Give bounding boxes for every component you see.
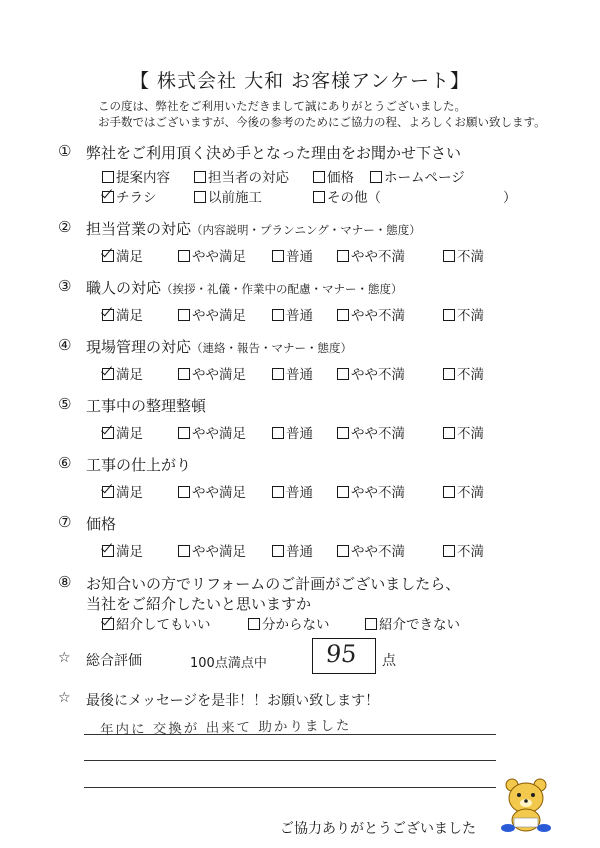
q6-option-satisfied[interactable]: 満足 bbox=[102, 481, 143, 501]
checkbox[interactable] bbox=[102, 171, 114, 183]
q8-option-would-recommend[interactable]: 紹介してもいい bbox=[102, 613, 211, 633]
q4-number: ④ bbox=[58, 336, 72, 354]
intro-line-2: お手数ではございますが、今後の参考のためにご協力の程、よろしくお願い致します。 bbox=[98, 115, 546, 129]
checkbox[interactable] bbox=[443, 486, 455, 498]
q2-option-somewhat-satisfied[interactable]: やや満足 bbox=[178, 245, 246, 265]
q6-number: ⑥ bbox=[58, 454, 72, 472]
q6-text: 工事の仕上がり bbox=[86, 456, 192, 474]
q5-option-dissatisfied[interactable]: 不満 bbox=[443, 422, 484, 442]
checkbox[interactable] bbox=[272, 486, 284, 498]
q1-option-staff[interactable]: 担当者の対応 bbox=[194, 166, 289, 186]
checkbox[interactable] bbox=[365, 618, 377, 630]
q6-option-dissatisfied[interactable]: 不満 bbox=[443, 481, 484, 501]
q1-other-close-paren: ） bbox=[503, 190, 517, 206]
checkbox[interactable] bbox=[337, 545, 349, 557]
q1-text: 弊社をご利用頂く決め手となった理由をお聞かせ下さい bbox=[86, 144, 462, 162]
q6-option-neutral[interactable]: 普通 bbox=[272, 481, 313, 501]
checkmark-icon[interactable] bbox=[102, 618, 114, 630]
q8-option-not-sure[interactable]: 分からない bbox=[248, 613, 330, 633]
checkbox[interactable] bbox=[272, 427, 284, 439]
q3-option-neutral[interactable]: 普通 bbox=[272, 304, 313, 324]
q1-option-other[interactable]: その他（ bbox=[313, 186, 381, 206]
q2-text: 担当営業の対応（内容説明・プランニング・マナー・態度） bbox=[86, 220, 421, 238]
checkmark-icon[interactable] bbox=[102, 191, 114, 203]
q7-option-somewhat-satisfied[interactable]: やや満足 bbox=[178, 540, 246, 560]
q3-option-satisfied[interactable]: 満足 bbox=[102, 304, 143, 324]
q7-text: 価格 bbox=[86, 515, 117, 533]
q8-number: ⑧ bbox=[58, 573, 72, 591]
checkbox[interactable] bbox=[194, 191, 206, 203]
q5-option-somewhat-dissatisfied[interactable]: やや不満 bbox=[337, 422, 405, 442]
q3-number: ③ bbox=[58, 277, 72, 295]
score-value: 95 bbox=[324, 640, 359, 668]
q8-text-line-2: 当社をご紹介したいと思いますか bbox=[86, 595, 312, 613]
checkbox[interactable] bbox=[248, 618, 260, 630]
checkbox[interactable] bbox=[178, 545, 190, 557]
q5-option-neutral[interactable]: 普通 bbox=[272, 422, 313, 442]
q1-option-proposal[interactable]: 提案内容 bbox=[102, 166, 170, 186]
checkbox[interactable] bbox=[337, 368, 349, 380]
q6-option-somewhat-dissatisfied[interactable]: やや不満 bbox=[337, 481, 405, 501]
checkbox[interactable] bbox=[443, 368, 455, 380]
checkbox[interactable] bbox=[272, 545, 284, 557]
q7-option-satisfied[interactable]: 満足 bbox=[102, 540, 143, 560]
page-title: 【 株式会社 大和 お客様アンケート】 bbox=[130, 70, 470, 92]
q8-text-line-1: お知合いの方でリフォームのご計画がございましたら、 bbox=[86, 575, 461, 593]
q7-option-neutral[interactable]: 普通 bbox=[272, 540, 313, 560]
q2-number: ② bbox=[58, 218, 72, 236]
q1-number: ① bbox=[58, 142, 72, 160]
q1-option-homepage[interactable]: ホームページ bbox=[370, 166, 465, 186]
checkmark-icon[interactable] bbox=[102, 309, 114, 321]
message-label: 最後にメッセージを是非！！お願い致します！ bbox=[86, 693, 380, 709]
q1-option-flyer[interactable]: チラシ bbox=[102, 186, 157, 206]
q4-option-dissatisfied[interactable]: 不満 bbox=[443, 363, 484, 383]
checkbox[interactable] bbox=[272, 250, 284, 262]
checkbox[interactable] bbox=[443, 250, 455, 262]
q3-text: 職人の対応（挨拶・礼儀・作業中の配慮・マナー・態度） bbox=[86, 279, 403, 297]
message-line-3[interactable] bbox=[84, 787, 496, 788]
q5-option-satisfied[interactable]: 満足 bbox=[102, 422, 143, 442]
intro-line-1: この度は、弊社をご利用いただきまして誠にありがとうございました。 bbox=[98, 99, 466, 113]
checkbox[interactable] bbox=[178, 309, 190, 321]
checkbox[interactable] bbox=[272, 368, 284, 380]
checkbox[interactable] bbox=[443, 309, 455, 321]
q1-option-price[interactable]: 価格 bbox=[313, 166, 354, 186]
q5-text: 工事中の整理整頓 bbox=[86, 397, 207, 415]
q7-option-somewhat-dissatisfied[interactable]: やや不満 bbox=[337, 540, 405, 560]
message-line-1[interactable] bbox=[84, 734, 496, 735]
checkbox[interactable] bbox=[313, 191, 325, 203]
checkbox[interactable] bbox=[337, 250, 349, 262]
q1-option-previous[interactable]: 以前施工 bbox=[194, 186, 262, 206]
checkmark-icon[interactable] bbox=[102, 427, 114, 439]
checkbox[interactable] bbox=[194, 171, 206, 183]
star-icon: ☆ bbox=[58, 650, 71, 666]
q3-option-dissatisfied[interactable]: 不満 bbox=[443, 304, 484, 324]
q5-option-somewhat-satisfied[interactable]: やや満足 bbox=[178, 422, 246, 442]
q4-option-satisfied[interactable]: 満足 bbox=[102, 363, 143, 383]
rating-label: 総合評価 bbox=[86, 653, 142, 669]
checkbox[interactable] bbox=[178, 250, 190, 262]
q5-number: ⑤ bbox=[58, 395, 72, 413]
checkbox[interactable] bbox=[337, 309, 349, 321]
q3-option-somewhat-dissatisfied[interactable]: やや不満 bbox=[337, 304, 405, 324]
checkbox[interactable] bbox=[337, 486, 349, 498]
checkbox[interactable] bbox=[443, 545, 455, 557]
checkmark-icon[interactable] bbox=[102, 486, 114, 498]
q6-option-somewhat-satisfied[interactable]: やや満足 bbox=[178, 481, 246, 501]
star-icon: ☆ bbox=[58, 690, 71, 706]
checkbox[interactable] bbox=[370, 171, 382, 183]
q4-text: 現場管理の対応（連絡・報告・マナー・態度） bbox=[86, 338, 353, 356]
q3-option-somewhat-satisfied[interactable]: やや満足 bbox=[178, 304, 246, 324]
q4-option-neutral[interactable]: 普通 bbox=[272, 363, 313, 383]
checkmark-icon[interactable] bbox=[102, 250, 114, 262]
checkmark-icon[interactable] bbox=[102, 545, 114, 557]
checkbox[interactable] bbox=[443, 427, 455, 439]
handwritten-message: 年内に 交換が 出来て 助かりました bbox=[99, 717, 352, 739]
q8-option-cannot-recommend[interactable]: 紹介できない bbox=[365, 613, 460, 633]
score-unit: 点 bbox=[382, 653, 396, 669]
rating-scale: 100点満点中 bbox=[190, 656, 267, 671]
checkbox[interactable] bbox=[178, 427, 190, 439]
checkbox[interactable] bbox=[178, 368, 190, 380]
q2-option-satisfied[interactable]: 満足 bbox=[102, 245, 143, 265]
checkbox[interactable] bbox=[272, 309, 284, 321]
q7-option-dissatisfied[interactable]: 不満 bbox=[443, 540, 484, 560]
q4-option-somewhat-satisfied[interactable]: やや満足 bbox=[178, 363, 246, 383]
checkmark-icon[interactable] bbox=[102, 368, 114, 380]
q2-option-somewhat-dissatisfied[interactable]: やや不満 bbox=[337, 245, 405, 265]
checkbox[interactable] bbox=[178, 486, 190, 498]
bear-mascot-icon bbox=[500, 776, 552, 834]
message-line-2[interactable] bbox=[84, 760, 496, 761]
q4-option-somewhat-dissatisfied[interactable]: やや不満 bbox=[337, 363, 405, 383]
checkbox[interactable] bbox=[313, 171, 325, 183]
q2-option-neutral[interactable]: 普通 bbox=[272, 245, 313, 265]
q2-option-dissatisfied[interactable]: 不満 bbox=[443, 245, 484, 265]
q7-number: ⑦ bbox=[58, 513, 72, 531]
checkbox[interactable] bbox=[337, 427, 349, 439]
closing-text: ご協力ありがとうございました bbox=[280, 821, 476, 837]
